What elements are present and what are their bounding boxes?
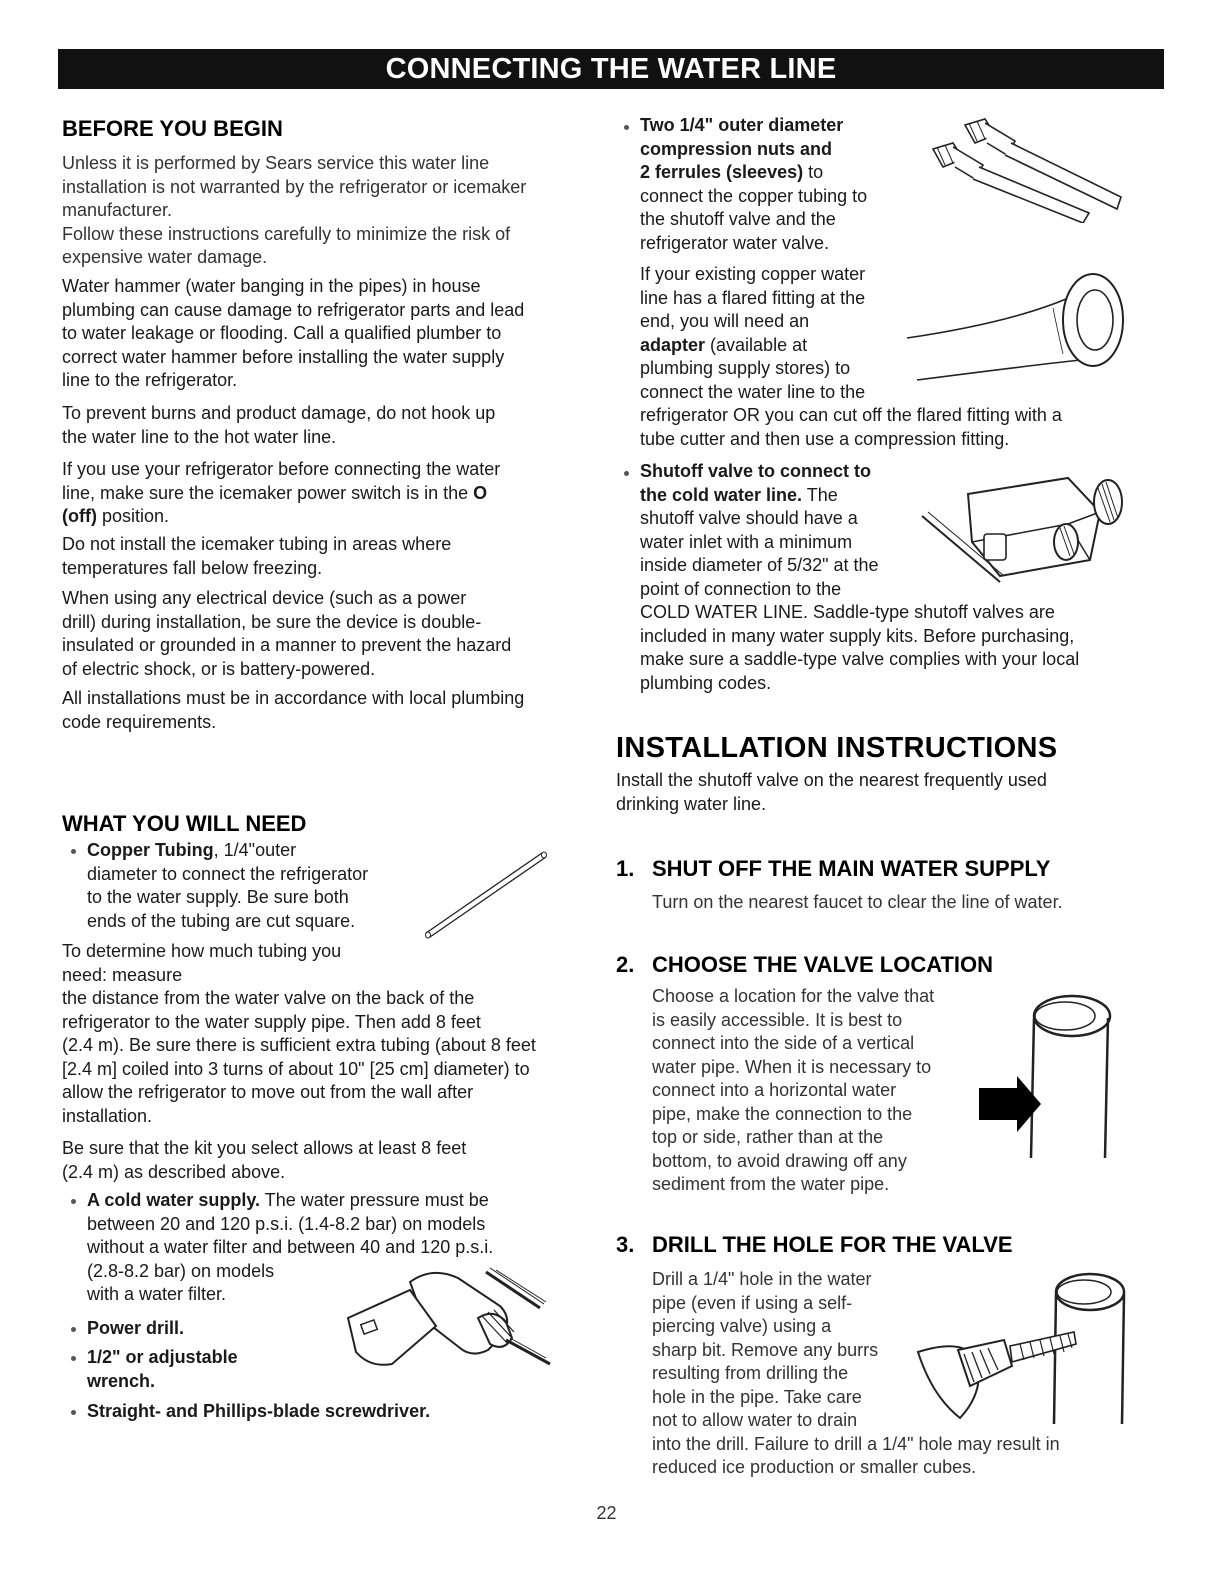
text-line: water pipe. When it is necessary to xyxy=(652,1056,932,1077)
text-line: plumbing can cause damage to refrigerator parts and lead xyxy=(62,299,525,320)
before-paragraph-6 xyxy=(62,587,592,681)
bold-span: Power drill. xyxy=(87,1318,185,1338)
text-line: connect into a horizontal water xyxy=(652,1080,897,1100)
flared-fitting-icon xyxy=(905,268,1130,388)
text-line: top or side, rather than at the xyxy=(652,1127,884,1147)
text-line: into the drill. Failure to drill a 1/4" hole may result in xyxy=(652,1433,1060,1454)
text-line: Do not install the icemaker tubing in areas where xyxy=(62,534,452,554)
text-line: When using any electrical device (such as a power xyxy=(62,588,467,608)
text-line: piercing valve) using a xyxy=(652,1316,832,1336)
text-line: of electric shock, or is battery-powered. xyxy=(62,658,376,679)
bullet-dot xyxy=(624,125,629,130)
page-banner-title: CONNECTING THE WATER LINE xyxy=(58,49,1164,89)
text-line xyxy=(640,161,930,185)
text-line: to the water supply. Be sure both xyxy=(87,887,349,907)
power-drill-item xyxy=(87,1317,184,1341)
text-line: correct water hammer before installing the water supply xyxy=(62,346,505,367)
step-3-title: DRILL THE HOLE FOR THE VALVE xyxy=(652,1232,1013,1257)
text-line: without a water filter and between 40 and 120 p.s.i. xyxy=(87,1237,494,1257)
bold-span: 2 ferrules (sleeves) xyxy=(640,162,804,182)
text-line: code requirements. xyxy=(62,711,217,732)
bold-span: adapter xyxy=(640,334,706,355)
text-line: (2.4 m). Be sure there is sufficient extra tubing (about 8 feet xyxy=(62,1035,536,1055)
text-line: sharp bit. Remove any burrs xyxy=(652,1339,879,1360)
text-line: COLD WATER LINE. Saddle-type shutoff valves are xyxy=(640,602,1055,622)
bold-span: A cold water supply. xyxy=(87,1190,261,1210)
step-1-text: Turn on the nearest faucet to clear the line of water. xyxy=(652,892,1063,912)
compression-nuts-icon xyxy=(925,113,1130,223)
text-line: water inlet with a minimum xyxy=(640,531,853,552)
text-line: tube cutter and then use a compression fitting. xyxy=(640,428,1010,449)
text-span: The xyxy=(802,484,838,505)
bold-span: Copper Tubing xyxy=(87,840,214,860)
text-line: expensive water damage. xyxy=(62,247,268,267)
measure-paragraph xyxy=(62,940,592,1128)
power-drill-icon xyxy=(340,1260,555,1375)
bullet-dot xyxy=(71,1356,76,1361)
text-line: sediment from the water pipe. xyxy=(652,1174,890,1194)
text-line: resulting from drilling the xyxy=(652,1363,849,1383)
text-span: The water pressure must be xyxy=(260,1190,489,1210)
text-line: shutoff valve should have a xyxy=(640,508,858,528)
before-paragraph-5 xyxy=(62,533,592,580)
text-line: need: measure xyxy=(62,964,183,985)
vertical-pipe-arrow-icon xyxy=(975,992,1115,1162)
drill-pipe-icon xyxy=(912,1268,1132,1428)
text-line: ends of the tubing are cut square. xyxy=(87,910,356,931)
bold-span: O xyxy=(473,482,488,503)
text-line xyxy=(62,505,592,529)
page-number: 22 xyxy=(596,1503,617,1523)
text-line: All installations must be in accordance with local plumbing xyxy=(62,688,525,708)
text-line: Two 1/4" outer diameter xyxy=(640,115,844,135)
text-line: Choose a location for the valve that xyxy=(652,986,935,1006)
text-line: line has a flared fitting at the xyxy=(640,287,866,308)
before-paragraph-3 xyxy=(62,402,592,449)
text-line: temperatures fall below freezing. xyxy=(62,557,323,578)
text-line: with a water filter. xyxy=(87,1284,227,1304)
text-line: included in many water supply kits. Before purchasing, xyxy=(640,625,1075,646)
text-line: If your existing copper water xyxy=(640,264,866,284)
screwdriver-item xyxy=(87,1400,430,1424)
text-line: allow the refrigerator to move out from the wall after xyxy=(62,1082,474,1102)
text-line xyxy=(87,839,447,863)
text-line: plumbing supply stores) to xyxy=(640,358,851,378)
text-line: refrigerator OR you can cut off the flared fitting with a xyxy=(640,405,1062,425)
text-line: to water leakage or flooding. Call a qualified plumber to xyxy=(62,323,502,343)
text-line: Follow these instructions carefully to minimize the risk of xyxy=(62,223,511,244)
text-line: manufacturer. xyxy=(62,200,173,220)
before-heading: BEFORE YOU BEGIN xyxy=(62,116,283,141)
text-line: connect the water line to the xyxy=(640,381,866,402)
wrench-item xyxy=(87,1346,238,1393)
text-line: If you use your refrigerator before connecting the water xyxy=(62,459,501,479)
bold-span: wrench. xyxy=(87,1370,156,1391)
text-line: Be sure that the kit you select allows at least 8 feet xyxy=(62,1138,467,1158)
step-2-text xyxy=(652,985,992,1197)
step-2-number: 2. xyxy=(616,952,635,977)
text-line xyxy=(87,1370,238,1394)
text-span: (available at xyxy=(705,334,808,355)
text-line: the shutoff valve and the xyxy=(640,209,836,229)
text-line: is easily accessible. It is best to xyxy=(652,1009,903,1030)
text-line xyxy=(87,1346,238,1370)
text-line: the water line to the hot water line. xyxy=(62,426,337,447)
text-line: drill) during installation, be sure the device is double- xyxy=(62,611,482,632)
bullet-dot xyxy=(71,1327,76,1332)
bullet-dot xyxy=(71,1410,76,1415)
text-line: Drill a 1/4" hole in the water xyxy=(652,1269,872,1289)
text-line: (2.8-8.2 bar) on models xyxy=(87,1260,275,1281)
bullet-dot xyxy=(624,471,629,476)
install-intro xyxy=(616,769,1146,816)
text-line: Install the shutoff valve on the nearest frequently used xyxy=(616,770,1047,790)
bold-span: 1/2" or adjustable xyxy=(87,1347,238,1367)
bold-span: (off) xyxy=(62,506,97,526)
bold-span: the cold water line. xyxy=(640,484,803,505)
step-1-number: 1. xyxy=(616,856,635,881)
need-heading: WHAT YOU WILL NEED xyxy=(62,811,307,836)
bold-span: Straight- and Phillips-blade screwdriver. xyxy=(87,1401,431,1421)
text-line: pipe (even if using a self- xyxy=(652,1292,853,1313)
text-line: [2.4 m] coiled into 3 turns of about 10" [25 cm] diameter) to xyxy=(62,1058,530,1079)
text-line: connect into the side of a vertical xyxy=(652,1033,915,1053)
text-line: Unless it is performed by Sears service this water line xyxy=(62,153,490,173)
text-line: not to allow water to drain xyxy=(652,1410,858,1430)
text-span: position. xyxy=(96,506,170,526)
text-line: end, you will need an xyxy=(640,311,810,331)
text-line: line to the refrigerator. xyxy=(62,370,238,390)
text-line: point of connection to the xyxy=(640,578,842,599)
text-line: installation. xyxy=(62,1105,153,1126)
step-2-title: CHOOSE THE VALVE LOCATION xyxy=(652,952,994,977)
text-line: reduced ice production or smaller cubes. xyxy=(652,1457,977,1477)
step-1-title: SHUT OFF THE MAIN WATER SUPPLY xyxy=(652,856,1051,881)
text-line: make sure a saddle-type valve complies with your local xyxy=(640,649,1080,669)
compression-nuts-item xyxy=(640,114,930,255)
text-span: , 1/4"outer xyxy=(213,840,297,860)
shutoff-valve-icon xyxy=(918,472,1128,587)
text-line: connect the copper tubing to xyxy=(640,185,868,206)
text-line: between 20 and 120 p.s.i. (1.4-8.2 bar) on models xyxy=(87,1213,486,1234)
text-line: inside diameter of 5/32" at the xyxy=(640,555,879,575)
install-heading: INSTALLATION INSTRUCTIONS xyxy=(616,732,1058,764)
text-line: To determine how much tubing you xyxy=(62,941,342,961)
text-line: refrigerator to the water supply pipe. Then add 8 feet xyxy=(62,1011,481,1032)
text-span: line, make sure the icemaker power switch is in the xyxy=(62,482,474,503)
bullet-dot xyxy=(71,849,76,854)
before-paragraph-2 xyxy=(62,275,592,393)
before-paragraph-7 xyxy=(62,687,592,734)
text-line: pipe, make the connection to the xyxy=(652,1103,913,1124)
text-line: installation is not warranted by the refrigerator or icemaker xyxy=(62,176,527,197)
copper-tubing-icon xyxy=(420,845,550,940)
bullet-dot xyxy=(71,1199,76,1204)
text-line: bottom, to avoid drawing off any xyxy=(652,1150,907,1171)
text-line xyxy=(87,1189,587,1213)
text-line: To prevent burns and product damage, do not hook up xyxy=(62,403,496,423)
text-line: Water hammer (water banging in the pipes) in house xyxy=(62,276,481,296)
text-line: insulated or grounded in a manner to prevent the hazard xyxy=(62,635,512,655)
text-line: (2.4 m) as described above. xyxy=(62,1161,286,1182)
text-line: hole in the pipe. Take care xyxy=(652,1386,862,1407)
text-line: compression nuts and xyxy=(640,138,833,159)
before-paragraph-4 xyxy=(62,458,592,529)
text-line: diameter to connect the refrigerator xyxy=(87,863,369,884)
text-line: refrigerator water valve. xyxy=(640,232,830,253)
text-line: Shutoff valve to connect to xyxy=(640,461,872,481)
text-line: drinking water line. xyxy=(616,793,767,814)
kit-paragraph xyxy=(62,1137,592,1184)
text-line: the distance from the water valve on the back of the xyxy=(62,988,475,1008)
step-3-number: 3. xyxy=(616,1232,635,1257)
text-line xyxy=(62,482,592,506)
text-line: plumbing codes. xyxy=(640,672,772,693)
before-paragraph-1 xyxy=(62,152,592,270)
copper-tubing-item xyxy=(87,839,447,933)
text-span: to xyxy=(803,162,824,182)
